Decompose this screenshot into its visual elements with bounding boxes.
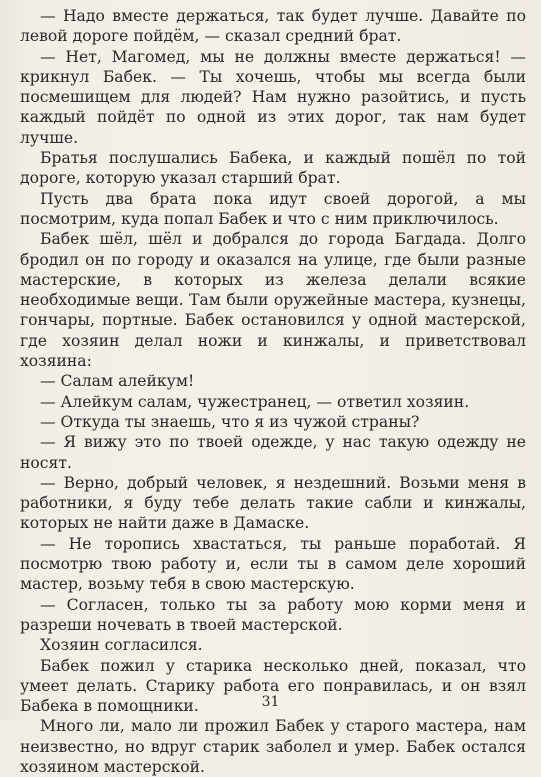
paragraph: Бабек шёл, шёл и добрался до города Багдада. Долго бродил он по городу и оказался на улице, где были разные мастерские, в которых из железа делали всякие необходимые вещи. Там были оружейные мастера, кузнецы, гончары, портные. Бабек остановился у одной мастерской, где хозяин делал ножи и кинжалы, и приветствовал хозяина: <box>20 230 526 371</box>
paragraph: — Верно, добрый человек, я нездешний. Возьми меня в работники, я буду тебе делать такие сабли и кинжалы, которых не найти даже в Дамаске. <box>20 473 526 533</box>
paragraph: — Я вижу это по твоей одежде, у нас такую одежду не носят. <box>20 433 526 472</box>
paragraph: — Салам алейкум! <box>40 372 195 391</box>
page-number: 31 <box>261 694 280 710</box>
paragraph: — Алейкум салам, чужестранец, — ответил хозяин. <box>40 392 470 411</box>
paragraph: — Согласен, только ты за работу мою корми меня и разреши ночевать в твоей мастерской. <box>20 595 526 634</box>
paragraph: Пусть два брата пока идут своей дорогой, а мы посмотрим, куда попал Бабек и что с ним приключилось. <box>20 189 526 228</box>
paragraph: — Не торопись хвастаться, ты раньше поработай. Я посмотрю твою работу и, если ты в самом деле хороший мастер, возьму тебя в свою мастерскую. <box>20 534 526 594</box>
paragraph: — Откуда ты знаешь, что я из чужой страны? <box>40 412 420 431</box>
paragraph: — Нет, Магомед, мы не должны вместе держаться! — крикнул Бабек. — Ты хочешь, чтобы мы всегда были посмешищем для людей? Нам нужно разойтись, и пусть каждый пойдёт по одной из этих дорог, так нам будет лучше. <box>20 47 526 147</box>
paragraph: — Надо вместе держаться, так будет лучше. Давайте по левой дороге пойдём, — сказал средний брат. <box>20 7 526 46</box>
paragraph: Бабек пожил у старика несколько дней, показал, что умеет делать. Старику работа его понравилась, и он взял Бабека в помощники. <box>20 656 526 716</box>
paragraph: Хозяин согласился. <box>40 636 203 655</box>
paragraph: Братья послушались Бабека, и каждый пошёл по той дороге, которую указал старший брат. <box>20 149 526 188</box>
paragraph: Много ли, мало ли прожил Бабек у старого мастера, нам неизвестно, но вдруг старик заболел и умер. Бабек остался хозяином мастерской. <box>20 717 526 776</box>
page-body-text <box>20 6 526 777</box>
